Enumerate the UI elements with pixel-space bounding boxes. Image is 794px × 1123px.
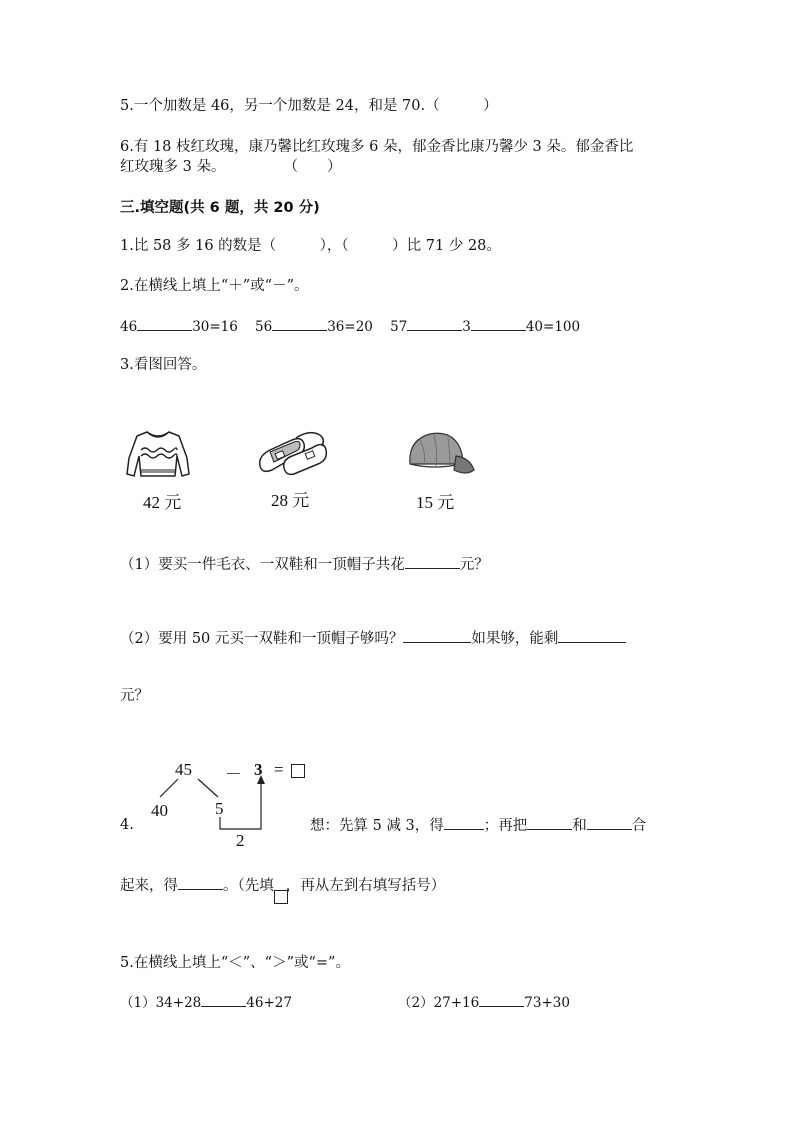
answer-blank[interactable] <box>558 627 626 643</box>
fill-q3: 3.看图回答。 <box>120 357 207 373</box>
answer-blank[interactable] <box>272 315 327 331</box>
answer-blank[interactable] <box>407 315 462 331</box>
fill-q5-1: （1）34+28 46+27 <box>120 991 292 1013</box>
fill-q3-2-tail: 元？ <box>120 688 149 704</box>
section-title: 三.填空题(共 6 题，共 20 分) <box>120 200 320 216</box>
fill-q4-line2: 起来，得 。（先填 ，再从左到右填写括号） <box>120 874 445 896</box>
fill-q3-1: （1）要买一件毛衣、一双鞋和一顶帽子共花 元？ <box>120 553 489 575</box>
answer-blank[interactable] <box>405 553 460 569</box>
cap-image <box>404 430 476 480</box>
judge-q5: 5.一个加数是 46，另一个加数是 24，和是 70.（ ） <box>120 98 498 114</box>
answer-blank[interactable] <box>527 814 572 830</box>
fill-q5: 5.在横线上填上“＜”、“＞”或“=”。 <box>120 955 350 971</box>
answer-blank[interactable] <box>201 991 246 1007</box>
fill-q4-text: 想：先算 5 减 3，得 ；再把 和 合 <box>310 814 646 836</box>
answer-blank[interactable] <box>444 814 484 830</box>
answer-box[interactable] <box>291 764 305 778</box>
answer-blank[interactable] <box>178 874 223 890</box>
diagram-result: 2 <box>236 831 245 850</box>
diagram-part-left: 40 <box>151 801 168 820</box>
fill-q2-equations: 46 30=16 56 36=20 57 3 40=100 <box>120 315 580 337</box>
hint-box-icon <box>274 890 288 904</box>
shoes-price: 28 元 <box>271 491 310 510</box>
judge-q6-line2: 红玫瑰多 3 朵。 （ ） <box>120 159 342 175</box>
sweater-price: 42 元 <box>143 493 182 512</box>
answer-blank[interactable] <box>479 991 524 1007</box>
fill-q1: 1.比 58 多 16 的数是（ ），（ ）比 71 少 28。 <box>120 238 501 254</box>
sweater-image <box>125 428 191 482</box>
fill-q5-2: （2）27+16 73+30 <box>398 991 570 1013</box>
diagram-equals: = <box>274 760 284 779</box>
answer-blank[interactable] <box>587 814 632 830</box>
diagram-part-right: 5 <box>215 799 224 818</box>
judge-q6-line1: 6.有 18 枝红玫瑰，康乃馨比红玫瑰多 6 朵，郁金香比康乃馨少 3 朵。郁金香比 <box>120 139 634 155</box>
diagram-minus: － <box>225 765 242 784</box>
answer-blank[interactable] <box>137 315 192 331</box>
answer-blank[interactable] <box>471 315 526 331</box>
diagram-subtrahend: 3 <box>254 760 263 779</box>
fill-q2: 2.在横线上填上“＋”或“－”。 <box>120 278 309 294</box>
decomposition-lines <box>140 775 280 835</box>
cap-price: 15 元 <box>416 493 455 512</box>
fill-q4-number: 4. <box>120 817 134 833</box>
answer-blank[interactable] <box>403 627 471 643</box>
diagram-minuend: 45 <box>175 760 192 779</box>
shoes-image <box>256 430 328 476</box>
fill-q3-2: （2）要用 50 元买一双鞋和一顶帽子够吗？ 如果够，能剩 <box>120 627 626 649</box>
